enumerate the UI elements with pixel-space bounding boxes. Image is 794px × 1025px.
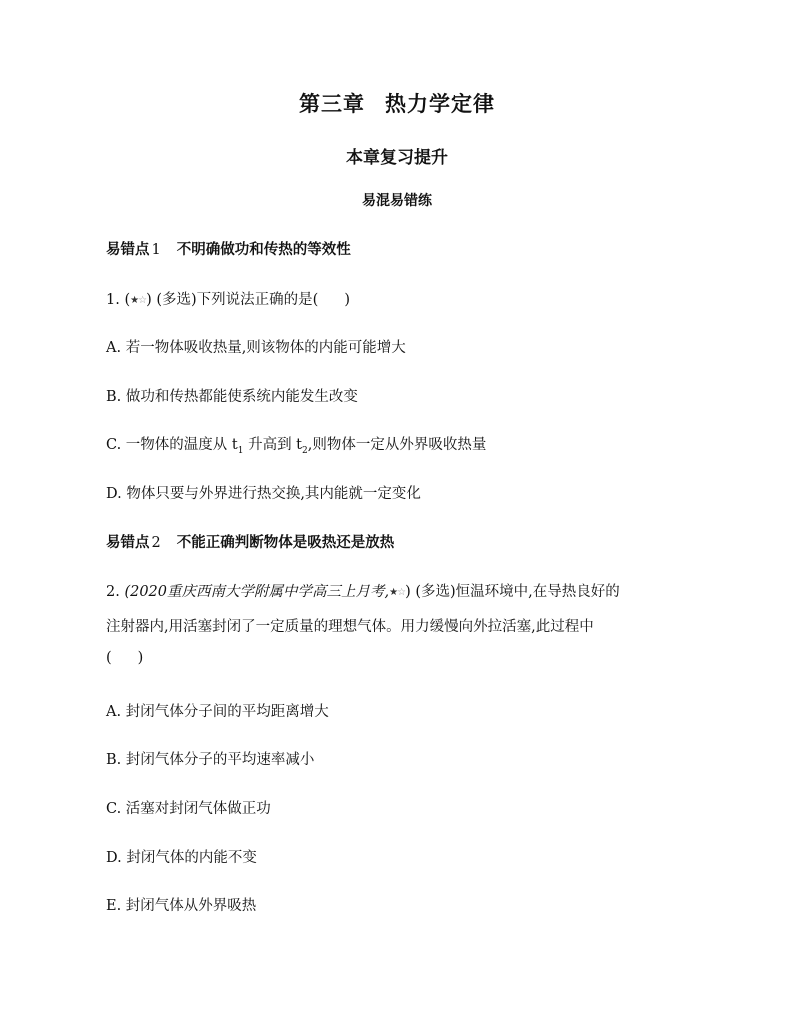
error-point-2-heading xyxy=(106,531,394,552)
error-point-number: 1 xyxy=(151,242,161,258)
error-point-text: 不能正确判断物体是吸热还是放热 xyxy=(176,535,395,551)
error-point-label: 易错点 xyxy=(106,242,150,258)
question-source: (2020重庆西南大学附属中学高三上月考, xyxy=(124,584,390,600)
question-stem: 恒温环境中,在导热良好的 xyxy=(455,584,620,600)
error-point-number: 2 xyxy=(151,535,161,551)
error-point-text: 不明确做功和传热的等效性 xyxy=(176,242,351,258)
question-1-stem: 1. (★☆) (多选)下列说法正确的是( ) xyxy=(106,292,350,308)
question-type: (多选) xyxy=(156,292,197,308)
section-heading: 易混易错练 xyxy=(362,193,432,209)
chapter-prefix: 第三章 xyxy=(299,92,365,116)
question-number: 1. xyxy=(106,292,120,308)
question-number: 2. xyxy=(106,584,120,600)
q2-option-b: B. 封闭气体分子的平均速率减小 xyxy=(106,752,315,768)
q1-option-d: D. 物体只要与外界进行热交换,其内能就一定变化 xyxy=(106,486,421,502)
q2-option-e: E. 封闭气体从外界吸热 xyxy=(106,898,257,914)
error-point-label: 易错点 xyxy=(106,535,150,551)
q1-option-b: B. 做功和传热都能使系统内能发生改变 xyxy=(106,389,358,405)
error-point-1-heading xyxy=(106,238,351,259)
question-2-answer-blank: ( ) xyxy=(106,650,144,666)
difficulty-stars-icon: ★☆ xyxy=(389,587,406,598)
question-2-stem-line2: 注射器内,用活塞封闭了一定质量的理想气体。用力缓慢向外拉活塞,此过程中 xyxy=(106,619,594,635)
question-2-stem-line1: 2. (2020重庆西南大学附属中学高三上月考,★☆) (多选)恒温环境中,在导热良好的 xyxy=(106,584,620,600)
chapter-title xyxy=(0,88,794,118)
q2-option-c: C. 活塞对封闭气体做正功 xyxy=(106,801,271,817)
page-subtitle: 本章复习提升 xyxy=(346,148,448,168)
question-type: (多选) xyxy=(415,584,456,600)
q1-option-a: A. 若一物体吸收热量,则该物体的内能可能增大 xyxy=(106,340,406,356)
question-stem: 下列说法正确的是( xyxy=(196,292,319,308)
q2-option-a: A. 封闭气体分子间的平均距离增大 xyxy=(106,704,329,720)
q1-option-c: C. 一物体的温度从 $t_1$ 升高到 $t_2$,则物体一定从外界吸收热量 xyxy=(106,437,487,456)
difficulty-stars-icon: ★☆ xyxy=(130,295,147,306)
q2-option-d: D. 封闭气体的内能不变 xyxy=(106,850,257,866)
chapter-name: 热力学定律 xyxy=(385,92,495,116)
